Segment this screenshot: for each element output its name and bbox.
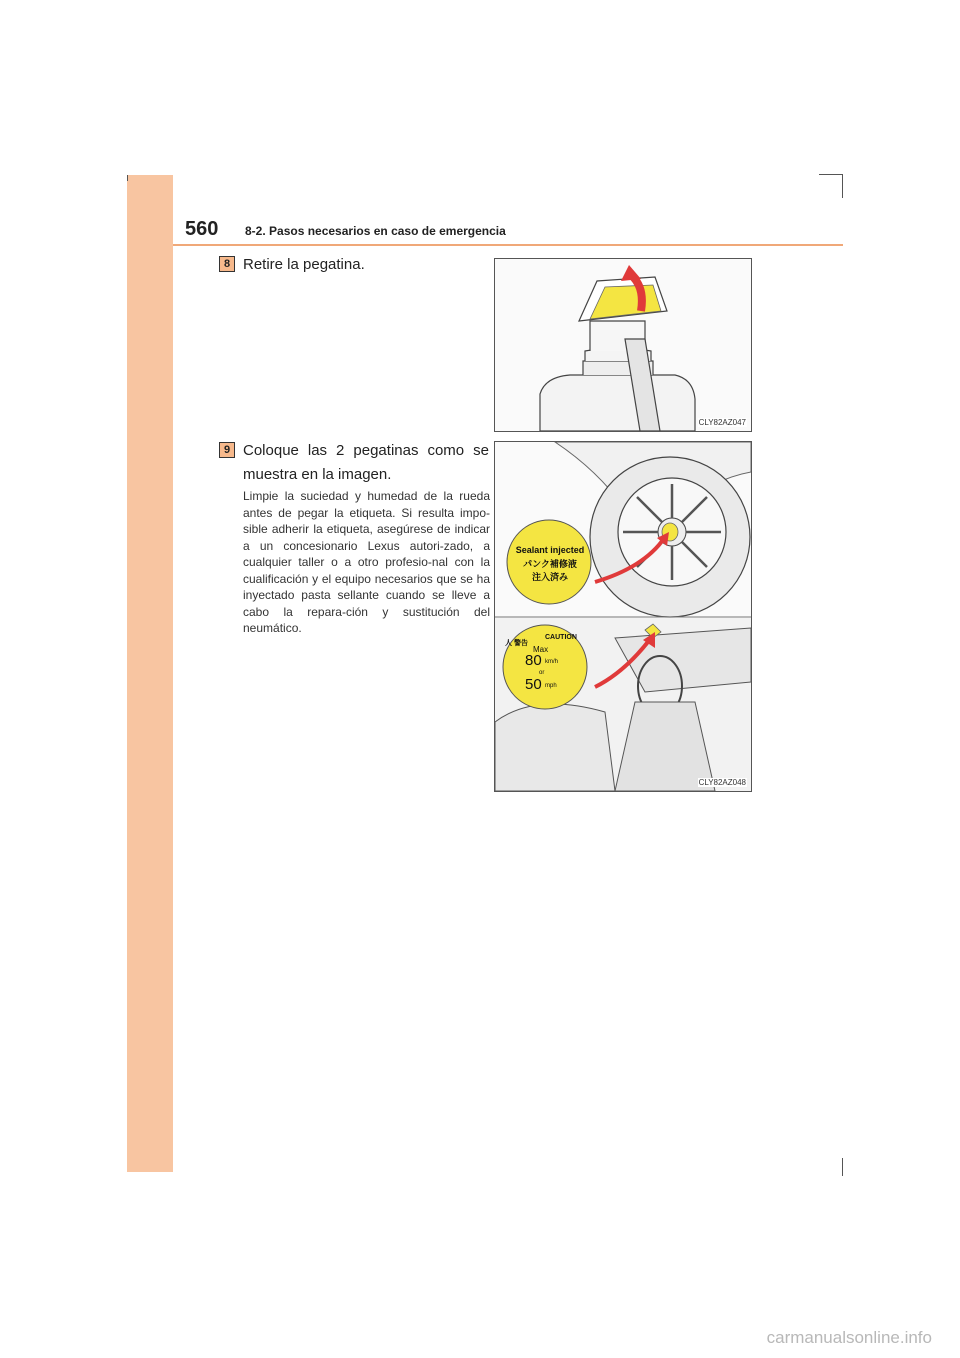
figure-place-stickers [494,441,752,792]
speed-sticker-warning: 人 警告 [505,640,528,647]
wheel-sticker-label-3: 注入済み [531,572,568,582]
speed-sticker-caution: CAUTION [545,634,577,641]
figure-code: CLY82AZ048 [698,778,746,787]
step-9-body: Limpie la suciedad y humedad de la rueda antes de pegar la etiqueta. Si resulta impo-sible adherir la etiqueta, asegúrese de indicar a un concesionario Lexus autori-zado, a cualquier taller o a otro profesio-nal con la cualificación y el equipo necesarios que se ha inyectado pasta sellante cuando se lleve a cabo la repara-ción y sustitución del neumático. [243,489,490,635]
crop-mark [819,174,843,175]
step-8-text: Retire la pegatina. [243,256,365,273]
speed-sticker-mph-unit: mph [545,683,557,689]
step-number-8: 8 [219,256,235,272]
step-9-text: Coloque las 2 pegatinas como se muestra en la imagen. [243,442,489,483]
watermark: carmanualsonline.info [766,1328,932,1347]
figure-remove-sticker [494,258,752,432]
speed-sticker-mph-value: 50 [525,676,542,693]
header-rule [173,244,843,246]
page-number: 560 [185,218,219,240]
crop-mark [842,1158,843,1176]
side-band [127,175,173,1172]
wheel-sticker-label-1: Sealant injected [515,545,585,555]
wheel-sticker-label-2: パンク補修液 [523,559,577,569]
crop-mark [842,174,843,198]
section-title: 8-2. Pasos necesarios en caso de emergencia [245,224,506,238]
figure-code: CLY82AZ047 [698,418,746,427]
step-number-9: 9 [219,442,235,458]
speed-sticker-max: Max [533,645,549,654]
speed-sticker-kmh-value: 80 [525,652,542,669]
crop-mark [127,175,128,181]
speed-sticker-or: or [539,670,545,676]
speed-sticker-kmh-unit: km/h [545,659,559,665]
